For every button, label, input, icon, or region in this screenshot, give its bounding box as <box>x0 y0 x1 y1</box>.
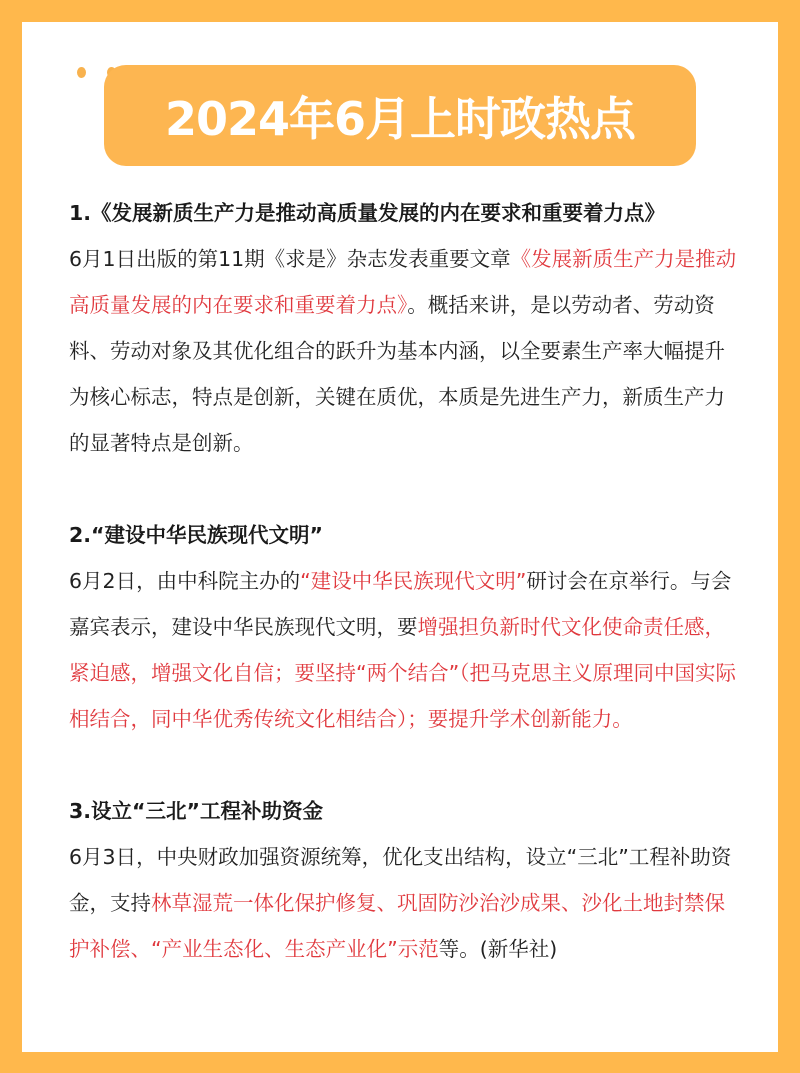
section-1 <box>69 190 739 466</box>
section-body <box>69 236 739 466</box>
highlight-text: “建设中华民族现代文明” <box>300 569 527 593</box>
section-body <box>69 558 739 742</box>
body-text: 6月2日，由中科院主办的 <box>69 569 301 593</box>
dot-icon <box>77 67 86 78</box>
title-banner <box>104 65 696 166</box>
section-heading: 3.设立“三北”工程补助资金 <box>69 799 323 823</box>
body-text: 6月1日出版的第11期《求是》杂志发表重要文章 <box>69 247 511 271</box>
section-3 <box>69 788 739 972</box>
highlight-text: 《发展新质生产力是推动高质量发展的内在要求和重要着力点》 <box>69 247 737 317</box>
body-text: 6月3日，中央财政加强资源统筹，优化支出结构，设立“三北”工程补助资金，支持 <box>69 845 732 915</box>
body-text: 研讨会在京举行。与会嘉宾表示，建设中华民族现代文明，要 <box>69 569 732 639</box>
section-body <box>69 834 739 972</box>
article-content <box>69 190 739 1018</box>
page-title: 2024年6月上时政热点 <box>164 91 636 146</box>
section-heading: 2.“建设中华民族现代文明” <box>69 523 323 547</box>
section-heading: 1.《发展新质生产力是推动高质量发展的内在要求和重要着力点》 <box>69 201 666 225</box>
highlight-text: 增强担负新时代文化使命责任感，紧迫感，增强文化自信；要坚持“两个结合”（把马克思主义原理同中国实际相结合，同中华优秀传统文化相结合）；要提升学术创新能力。 <box>69 615 736 731</box>
body-text: 等。(新华社) <box>438 937 558 961</box>
body-text: 。概括来讲，是以劳动者、劳动资料、劳动对象及其优化组合的跃升为基本内涵，以全要素生产率大幅提升为核心标志，特点是创新，关键在质优，本质是先进生产力，新质生产力的显著特点是创新。 <box>69 293 725 455</box>
section-2 <box>69 512 739 742</box>
highlight-text: 林草湿荒一体化保护修复、巩固防沙治沙成果、沙化土地封禁保护补偿、“产业生态化、生态产业化”示范 <box>69 891 725 961</box>
